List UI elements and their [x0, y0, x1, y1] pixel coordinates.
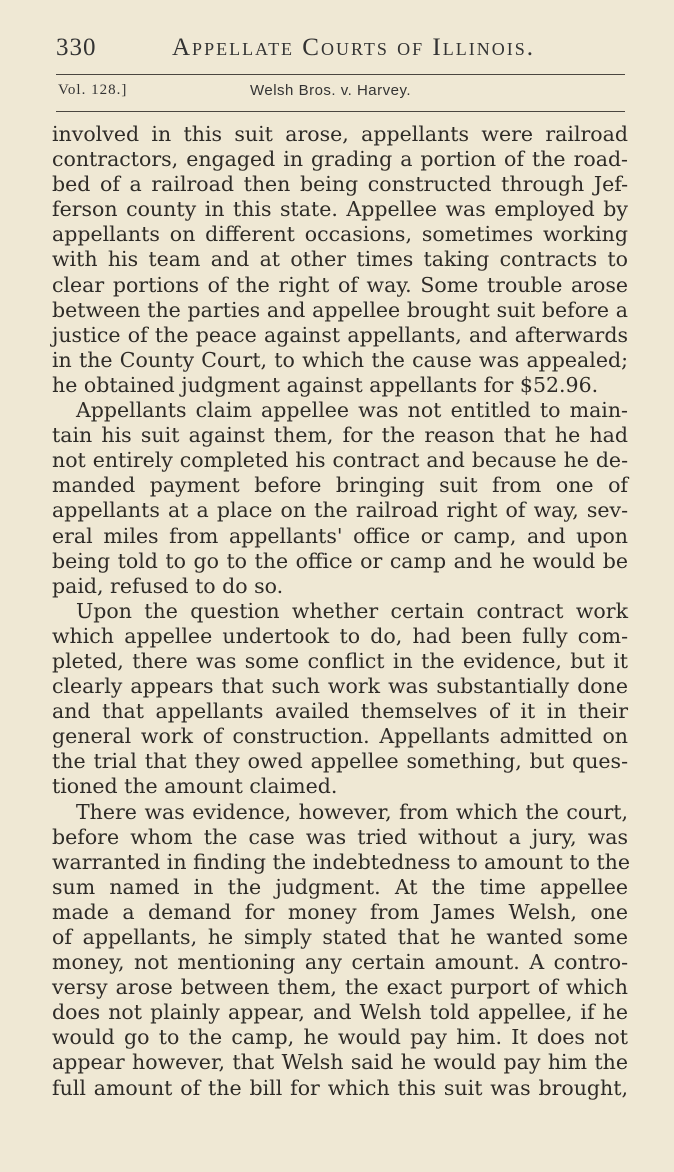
- header-rule-top: [56, 74, 625, 75]
- case-title: Welsh Bros. v. Harvey.: [250, 82, 412, 99]
- text-line: before whom the case was tried without a jury, was: [52, 824, 628, 849]
- text-line: justice of the peace against appellants, and afterwards: [52, 322, 628, 347]
- text-line: in the County Court, to which the cause was appealed;: [52, 347, 628, 372]
- text-line: bed of a railroad then being constructed through Jef-: [52, 172, 628, 197]
- text-line: eral miles from appellants' office or camp, and upon: [52, 523, 628, 548]
- text-line: manded payment before bringing suit from one of: [52, 473, 628, 498]
- text-line: not entirely completed his contract and because he de-: [52, 448, 628, 473]
- text-line: clear portions of the right of way. Some trouble arose: [52, 272, 628, 297]
- text-line: sum named in the judgment. At the time appellee: [52, 874, 628, 899]
- volume-label: Vol. 128.]: [58, 82, 128, 98]
- text-line: of appellants, he simply stated that he wanted some: [52, 925, 628, 949]
- page-number: 330: [56, 34, 97, 61]
- text-line: paid, refused to do so.: [52, 573, 284, 598]
- text-line: warranted in finding the indebtedness to amount to the: [52, 849, 631, 874]
- text-line: clearly appears that such work was substantially done: [52, 674, 628, 699]
- text-line: pleted, there was some conflict in the evidence, but it: [52, 648, 628, 673]
- text-line: made a demand for money from James Welsh, one: [52, 899, 628, 924]
- text-line: with his team and at other times taking contracts to: [52, 247, 628, 272]
- header-rule-bottom: [56, 111, 625, 112]
- text-line: ferson county in this state. Appellee was employed by: [52, 197, 628, 222]
- text-line: contractors, engaged in grading a portion of the road-: [52, 147, 628, 172]
- text-line: full amount of the bill for which this suit was brought,: [52, 1075, 628, 1100]
- text-line: appellants on different occasions, sometimes working: [52, 222, 628, 247]
- text-line: There was evidence, however, from which the court,: [76, 799, 628, 824]
- paragraph: [52, 398, 628, 599]
- text-line: tioned the amount claimed.: [52, 774, 338, 799]
- case-subhead: [56, 82, 625, 104]
- text-line: involved in this suit arose, appellants were railroad: [52, 122, 628, 146]
- body-text: [52, 122, 631, 1101]
- text-line: being told to go to the office or camp and he would be: [52, 548, 628, 573]
- text-line: which appellee undertook to do, had been fully com-: [52, 623, 628, 648]
- text-line: tain his suit against them, for the reason that he had: [52, 423, 628, 448]
- text-line: versy arose between them, the exact purport of which: [52, 975, 628, 1000]
- text-line: and that appellants availed themselves of it in their: [52, 699, 628, 724]
- text-line: he obtained judgment against appellants for $52.96.: [52, 372, 599, 397]
- text-line: between the parties and appellee brought suit before a: [52, 297, 628, 322]
- text-line: does not plainly appear, and Welsh told appellee, if he: [52, 1000, 628, 1025]
- paragraph: [52, 599, 628, 800]
- text-line: appellants at a place on the railroad right of way, sev-: [52, 498, 628, 523]
- paragraph: [52, 799, 631, 1101]
- text-line: money, not mentioning any certain amount. A contro-: [52, 950, 628, 975]
- text-line: appear however, that Welsh said he would pay him the: [52, 1050, 628, 1075]
- text-line: the trial that they owed appellee something, but ques-: [52, 749, 628, 774]
- running-head: [56, 34, 624, 68]
- running-head-title: Appellate Courts of Illinois.: [172, 34, 535, 61]
- text-line: Upon the question whether certain contract work: [76, 598, 628, 623]
- paragraph: [52, 122, 628, 398]
- text-line: general work of construction. Appellants admitted on: [52, 724, 628, 749]
- text-line: would go to the camp, he would pay him. It does not: [52, 1025, 628, 1050]
- text-line: Appellants claim appellee was not entitled to main-: [76, 398, 628, 423]
